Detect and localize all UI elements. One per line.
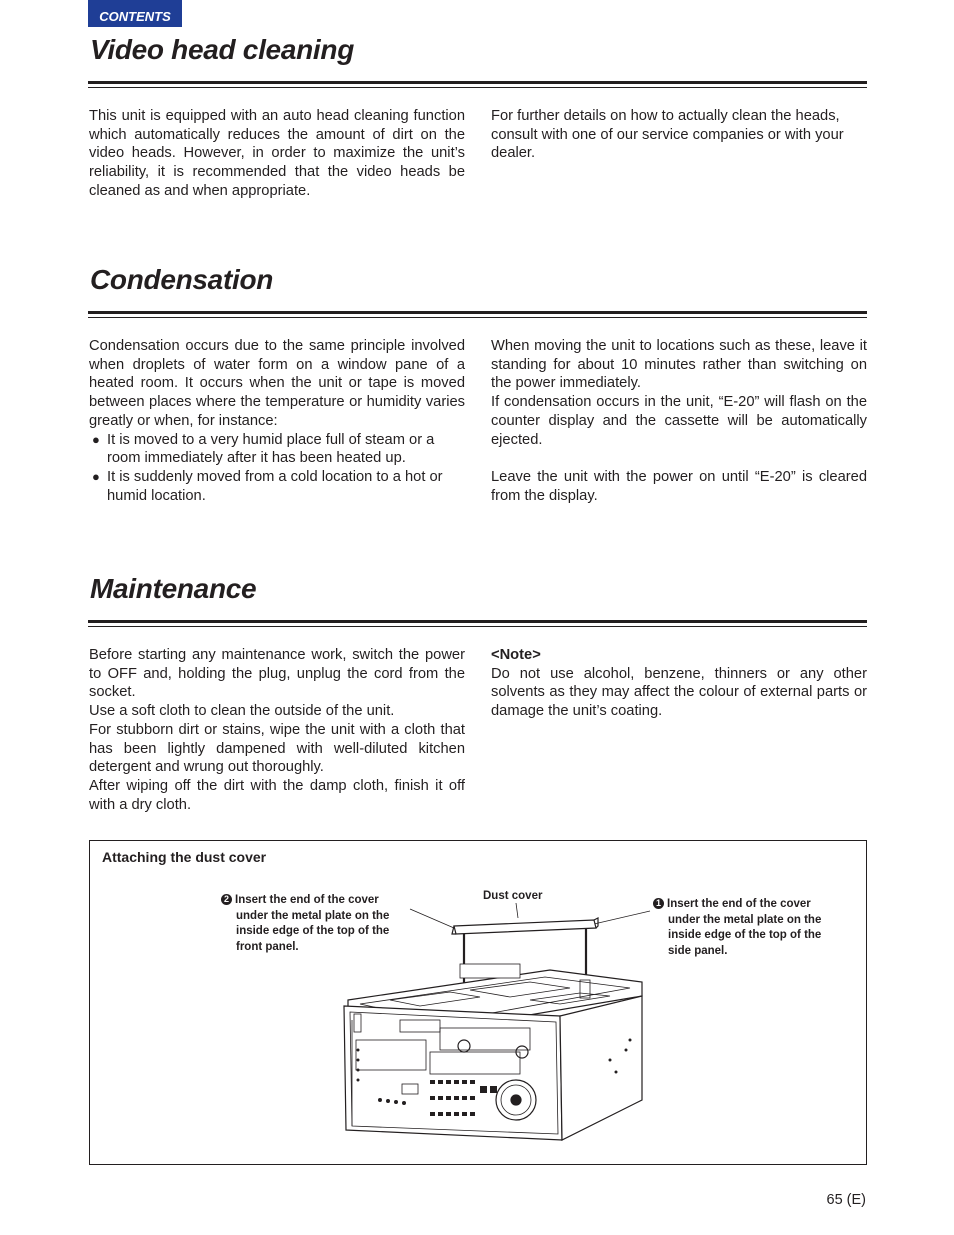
section-title-maintenance: Maintenance (90, 573, 257, 604)
note-heading: <Note> (491, 647, 541, 663)
section-rule (88, 311, 867, 314)
video-head-left-text (89, 107, 465, 201)
paragraph: Before starting any maintenance work, switch the power to OFF and, holding the plug, unplug the cord from the socket. (89, 647, 465, 701)
page-number: 65 (E) (826, 1192, 866, 1208)
paragraph: Leave the unit with the power on until “E-20” is cleared from the display. (491, 468, 867, 504)
callout-line: inside edge of the top of the (236, 925, 390, 938)
callout-side-panel (653, 897, 853, 960)
bullet-item (89, 468, 465, 505)
section-title-video-head-cleaning: Video head cleaning (90, 34, 354, 65)
condensation-right-text (491, 337, 867, 505)
paragraph: After wiping off the dirt with the damp cloth, finish it off with a dry cloth. (89, 777, 465, 813)
callout-text: Insert the end of the cover (235, 894, 379, 906)
bullet-dot-icon: ● (92, 431, 100, 447)
contents-link[interactable]: CONTENTS (88, 0, 182, 27)
section-rule (88, 626, 867, 627)
step-2-icon: 2 (221, 894, 232, 905)
paragraph: For further details on how to actually clean the heads, consult with one of our service companies or with your dealer. (491, 108, 844, 162)
section-rule (88, 620, 867, 623)
paragraph: If condensation occurs in the unit, “E-20” will flash on the counter display and the cassette will be automatically ejected. (491, 394, 867, 448)
section-title-condensation: Condensation (90, 264, 274, 295)
maintenance-left-text (89, 646, 465, 814)
dust-cover-label: Dust cover (483, 890, 543, 902)
bullet-dot-icon: ● (92, 468, 100, 484)
step-1-icon: 1 (653, 898, 664, 909)
section-rule (88, 81, 867, 84)
section-rule (88, 87, 867, 88)
callout-line: inside edge of the top of the (668, 929, 822, 942)
paragraph: For stubborn dirt or stains, wipe the unit with a cloth that has been lightly dampened with well-diluted kitchen detergent and wrung out thoroughly. (89, 721, 465, 776)
callout-line: front panel. (236, 941, 299, 954)
callout-line: side panel. (668, 945, 728, 958)
callout-line: under the metal plate on the (236, 909, 390, 922)
note-text: Do not use alcohol, benzene, thinners or any other solvents as they may affect the colour of external parts or damage the unit’s coating. (491, 665, 867, 720)
paragraph: This unit is equipped with an auto head cleaning function which automatically reduces the amount of dirt on the video heads. However, in order to maximize the unit’s reliability, it is recommended that the video heads be cleaned as and when appropriate. (89, 108, 465, 199)
callout-line: under the metal plate on the (668, 913, 822, 926)
bullet-item (89, 431, 465, 468)
video-head-right-text (491, 107, 867, 163)
maintenance-right-text (491, 646, 867, 721)
paragraph: Condensation occurs due to the same principle involved when droplets of water form on a window pane of a heated room. It occurs when the unit or tape is moved between places where the temperature or humidity varies greatly or when, for instance: (89, 338, 465, 429)
callout-line (653, 897, 853, 913)
callout-text: Insert the end of the cover (667, 898, 811, 910)
figure-title: Attaching the dust cover (102, 849, 267, 865)
bullet-text: It is moved to a very humid place full of steam or a room immediately after it has been heated up. (107, 431, 435, 467)
paragraph: When moving the unit to locations such as these, leave it standing for about 10 minutes rather than switching on the power immediately. (491, 338, 867, 392)
bullet-text: It is suddenly moved from a cold location to a hot or humid location. (107, 468, 443, 504)
paragraph: Use a soft cloth to clean the outside of the unit. (89, 703, 395, 720)
section-rule (88, 317, 867, 318)
vtr-dust-cover-illustration (330, 900, 660, 1155)
condensation-left-text (89, 337, 465, 505)
